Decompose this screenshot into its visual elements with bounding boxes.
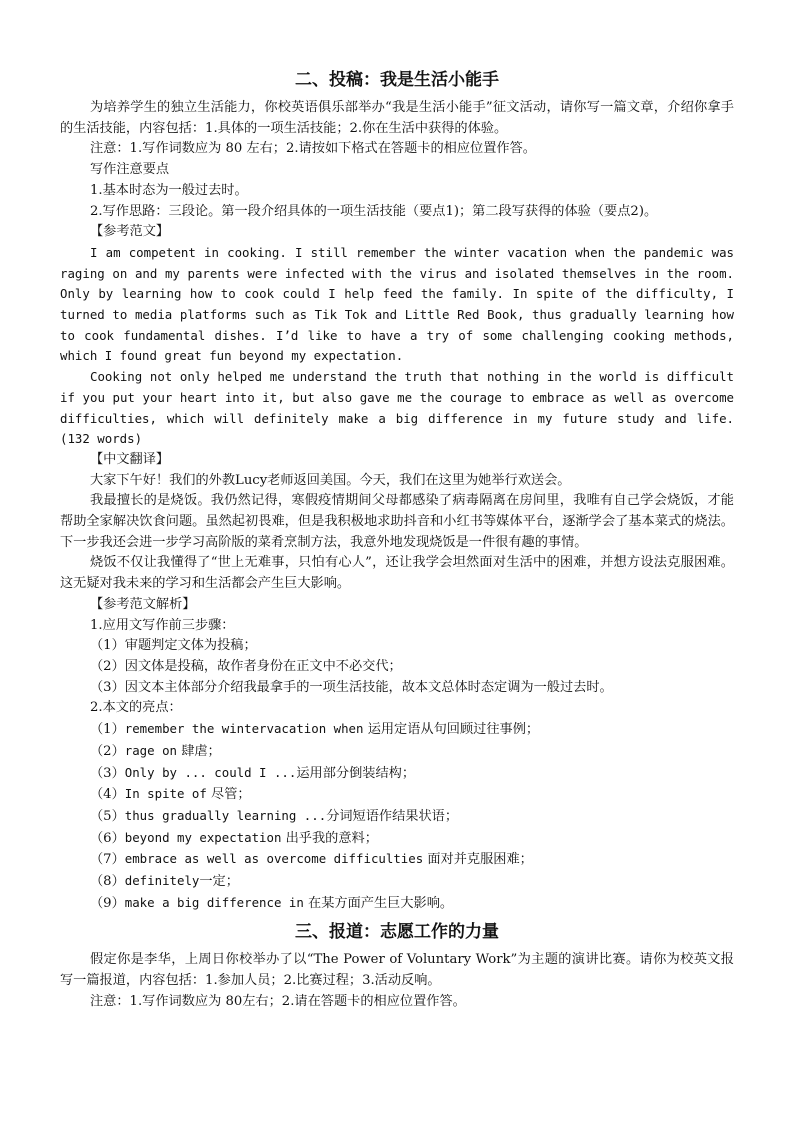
translation-tag: 【中文翻译】 — [90, 451, 170, 467]
analysis-step-item: （3）因文本主体部分介绍我最拿手的一项生活技能，故本文总体时态定调为一般过去时。 — [90, 679, 613, 695]
essay-paragraph-1: I am competent in cooking. I still remember the winter vacation when the pandemic was raging on and my parents were infected with the virus and isolated themselves in the room. Only by learning how to cook could I help feed the family. In spite of the difficulty, I turned to media platforms such as Tik Tok and Little Red Book, thus gradually learning how to cook fundamental dishes. I’d like to have a try of some challenging cooking methods, which I found great fun beyond my expectation. — [60, 244, 734, 364]
document-page — [60, 62, 734, 1013]
highlight-item: （4）In spite of 尽管； — [90, 786, 251, 803]
section2-title: 二、投稿：我是生活小能手 — [295, 70, 499, 90]
points-title: 写作注意要点 — [90, 162, 170, 178]
section2-note: 注意：1.写作词数应为 80 左右；2.请按如下格式在答题卡的相应位置作答。 — [90, 141, 536, 157]
highlight-item: （9）make a big difference in 在某方面产生巨大影响。 — [90, 894, 454, 911]
translation-paragraph-2: 烧饭不仅让我懂得了“世上无难事，只怕有心人”，还让我学会坦然面对生活中的困难，并想方设法克服困难。这无疑对我未来的学习和生活都会产生巨大影响。 — [60, 555, 734, 592]
section3-task: 假定你是李华，上周日你校举办了以“The Power of Voluntary Work”为主题的演讲比赛。请你为校英文报写一篇报道，内容包括：1.参加人员；2.比赛过程；3.活动反响。 — [60, 952, 734, 989]
analysis-step-item: （2）因文体是投稿，故作者身份在正文中不必交代； — [90, 658, 402, 674]
highlight-item: （6）beyond my expectation 出乎我的意料； — [90, 829, 378, 846]
highlight-item: （5）thus gradually learning ...分词短语作结果状语； — [90, 807, 459, 824]
reference-essay-tag: 【参考范文】 — [90, 224, 170, 240]
translation-paragraph-0: 大家下午好！我们的外教Lucy老师返回美国。今天，我们在这里为她举行欢送会。 — [90, 472, 571, 488]
highlight-item: （3）Only by ... could I ...运用部分倒装结构； — [90, 764, 416, 781]
section2-task: 为培养学生的独立生活能力，你校英语俱乐部举办“我是生活小能手”征文活动，请你写一篇文章，介绍你拿手的生活技能，内容包括：1.具体的一项生活技能；2.你在生活中获得的体验。 — [60, 100, 734, 136]
section3-title: 三、报道：志愿工作的力量 — [295, 922, 499, 943]
essay-paragraph-2: Cooking not only helped me understand the truth that nothing in the world is difficult if you put your heart into it, but also gave me the courage to embrace as well as overcome difficulties, which will definitely make a big difference in my future study and life. (132 words) — [60, 369, 734, 447]
highlight-item: （2）rage on 肆虐； — [90, 742, 221, 759]
highlight-item: （1）remember the wintervacation when 运用定语从句回顾过往事例； — [90, 721, 540, 738]
highlight-item: （7）embrace as well as overcome difficulties 面对并克服困难； — [90, 851, 533, 868]
analysis-steps-title: 1.应用文写作前三步骤： — [90, 617, 235, 633]
point-1: 1.基本时态为一般过去时。 — [90, 182, 248, 198]
section3-note: 注意：1.写作词数应为 80左右；2.请在答题卡的相应位置作答。 — [90, 993, 466, 1009]
analysis-step-item: （1）审题判定文体为投稿； — [90, 638, 257, 654]
highlights-title: 2.本文的亮点： — [90, 700, 182, 716]
point-2: 2.写作思路：三段论。第一段介绍具体的一项生活技能（要点1)；第二段写获得的体验（要点2)。 — [90, 203, 658, 219]
analysis-tag: 【参考范文解析】 — [90, 596, 196, 612]
translation-paragraph-1: 我最擅长的是烧饭。我仍然记得，寒假疫情期间父母都感染了病毒隔离在房间里，我唯有自己学会烧饭，才能帮助全家解决饮食问题。虽然起初畏难，但是我积极地求助抖音和小红书等媒体平台，逐渐学会了基本菜式的烧法。下一步我还会进一步学习高阶版的菜肴烹制方法，我意外地发现烧饭是一件很有趣的事情。 — [60, 493, 734, 550]
highlight-item: （8）definitely一定； — [90, 873, 239, 890]
